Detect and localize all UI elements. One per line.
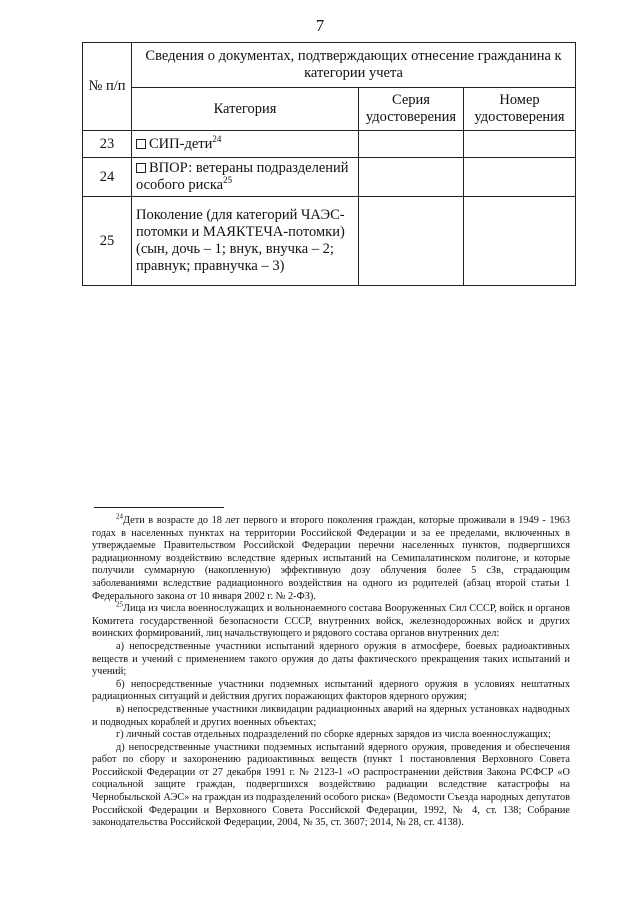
category-label: СИП-дети: [149, 135, 213, 152]
row-num: 25: [83, 197, 132, 286]
footnote-item: в) непосредственные участники ликвидации радиационных аварий на ядерных установках надводных и подводных кораблей и других военных объектах;: [92, 703, 570, 728]
footnote-item: б) непосредственные участники подземных испытаний ядерного оружия в условиях нештатных радиационных ситуаций и действия других поражающих факторов ядерного оружия;: [92, 678, 570, 703]
row-number-cell[interactable]: [464, 158, 576, 197]
row-series-cell[interactable]: [359, 197, 464, 286]
footnote-separator: [94, 507, 224, 508]
row-num: 24: [83, 158, 132, 197]
checkbox-icon[interactable]: [136, 163, 146, 173]
footnote-25: [92, 600, 570, 641]
footnote-mark: 25: [116, 600, 123, 609]
footnote-item: а) непосредственные участники испытаний ядерного оружия в атмосфере, боевых радиоактивных веществ и учений с применением такого оружия до даты фактического прекращения таких испытаний и учений;: [92, 640, 570, 678]
footnote-text: Дети в возрасте до 18 лет первого и второго поколения граждан, которые проживали в 1949 - 1963 годах в населенных пунктах на территории Российской Федерации и за ее пределами, включенных в утверждаемые Правительством Российской Федерации перечни населенных пунктов, подвергшихся радиационному воздействию вследствие ядерных испытаний на Семипалатинском полигоне, и которые получили суммарную (накопленную) эффективную дозу облучения более 5 сЗв, страдающим заболеваниями вследствие радиационного воздействия на одного из родителей (абзац второй статьи 1 Федерального закона от 10 января 2002 г. № 2-ФЗ).: [92, 515, 570, 602]
table-row: [83, 131, 576, 158]
row-category: [132, 158, 359, 197]
row-num: 23: [83, 131, 132, 158]
row-category: [132, 131, 359, 158]
header-series: Серия удостоверения: [359, 88, 464, 131]
footnote-item: д) непосредственные участники подземных испытаний ядерного оружия, проведения и обеспечения работ по сбору и захоронению радиоактивных веществ (пункт 1 постановления Верховного Совета Российской Федерации от 27 декабря 1991 г. № 2123-1 «О распространении действия Закона РСФСР «О социальной защите граждан, подвергшихся воздействию радиации вследствие катастрофы на Чернобыльской АЭС» на граждан из подразделений особого риска» (Ведомости Съезда народных депутатов Российской Федерации и Верховного Совета Российской Федерации, 1992, № 4, ст. 138; Собрание законодательства Российской Федерации, 2004, № 35, ст. 3607; 2014, № 28, ст. 4138).: [92, 741, 570, 829]
footnotes: [92, 512, 570, 830]
footnote-24: [92, 512, 570, 603]
header-number: Номер удостоверения: [464, 88, 576, 131]
table-header-row: [83, 43, 576, 88]
row-number-cell[interactable]: [464, 131, 576, 158]
row-series-cell[interactable]: [359, 131, 464, 158]
footnote-item: г) личный состав отдельных подразделений по сборке ядерных зарядов из числа военнослужащих;: [116, 729, 551, 741]
footnote-ref: 24: [212, 133, 222, 144]
footnote-mark: 24: [116, 512, 123, 521]
header-category: Категория: [132, 88, 359, 131]
row-category: Поколение (для категорий ЧАЭС-потомки и МАЯКТЕЧА-потомки) (сын, дочь – 1; внук, внучка – 2; правнук; правнучка – 3): [132, 197, 359, 286]
header-info: Сведения о документах, подтверждающих отнесение гражданина к категории учета: [132, 43, 576, 88]
table-row: [83, 158, 576, 197]
table-row: [83, 197, 576, 286]
footnote-ref: 25: [223, 175, 233, 186]
row-number-cell[interactable]: [464, 197, 576, 286]
page-number: 7: [315, 16, 325, 35]
footnote-text: Лица из числа военнослужащих и вольнонаемного состава Вооруженных Сил СССР, войск и органов Комитета государственной безопасности СССР, внутренних войск, железнодорожных войск и других воинских формирований, лиц начальствующего и рядового состава органов внутренних дел:: [92, 603, 570, 640]
header-num: № п/п: [83, 43, 132, 131]
table-subheader-row: [83, 88, 576, 131]
category-label: ВПОР: ветераны подразделений особого риска: [136, 160, 349, 193]
registration-table: [82, 42, 576, 286]
row-series-cell[interactable]: [359, 158, 464, 197]
checkbox-icon[interactable]: [136, 139, 146, 149]
